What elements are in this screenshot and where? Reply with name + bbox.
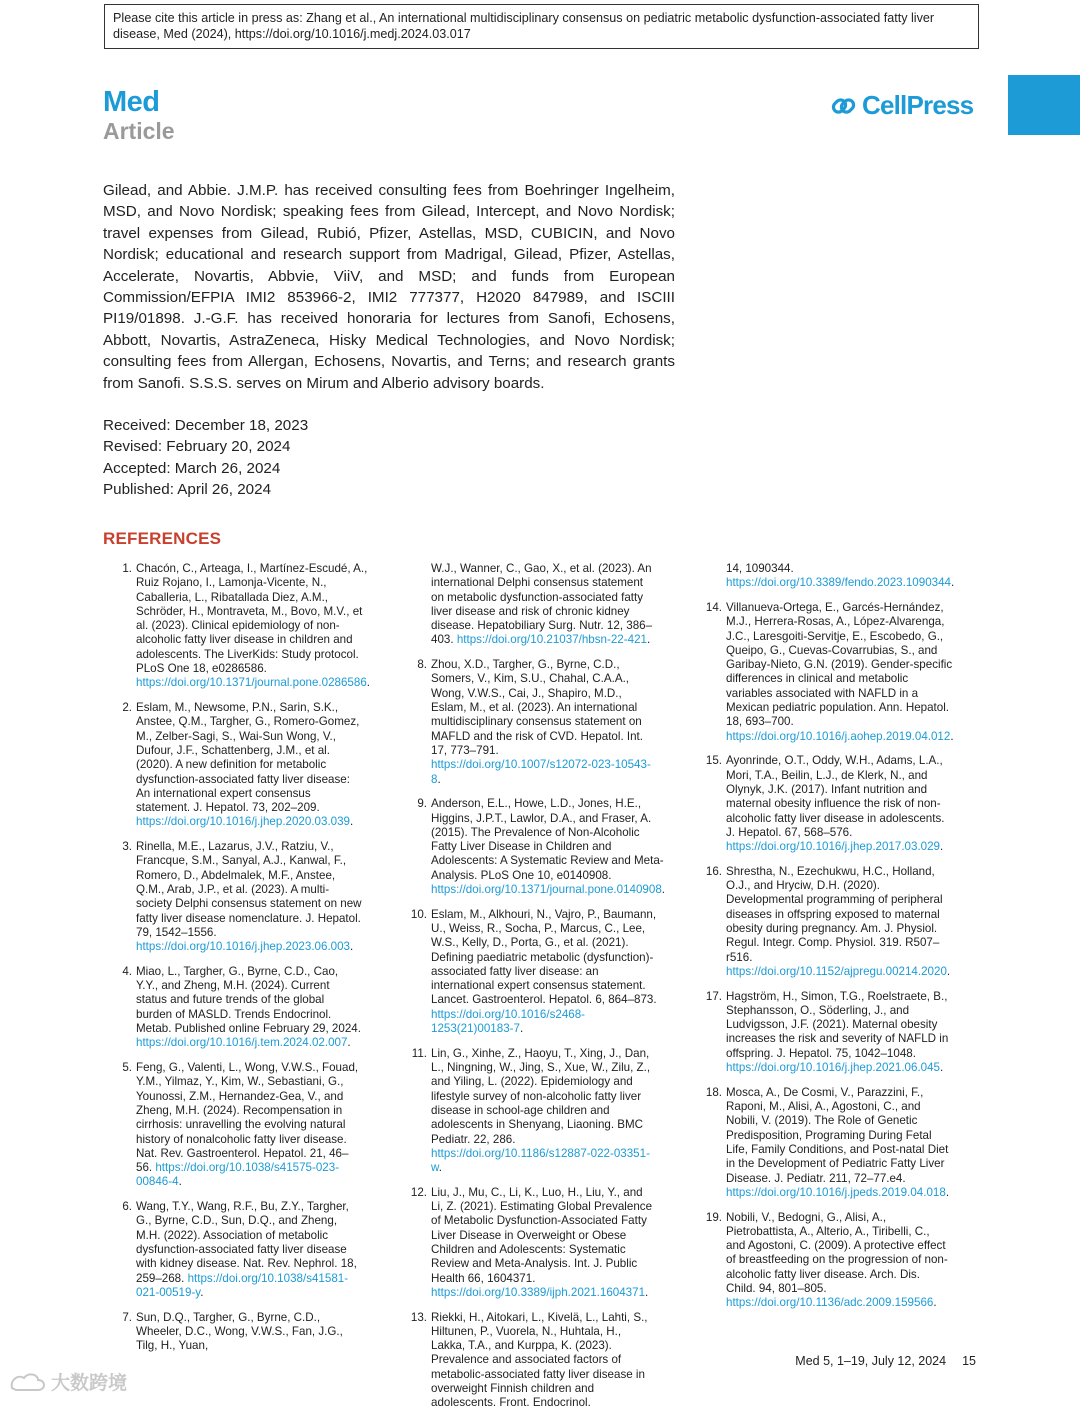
- reference-body: [726, 754, 952, 854]
- reference-text: Sun, D.Q., Targher, G., Byrne, C.D., Wheeler, D.C., Wong, V.W.S., Fan, J.G., Tilg, H., Yuan,: [136, 1310, 343, 1353]
- reference-body: [431, 562, 652, 646]
- reference-end-punctuation: .: [933, 1296, 937, 1310]
- reference-item: [110, 562, 371, 691]
- reference-text: Anderson, E.L., Howe, L.D., Jones, H.E., Higgins, J.P.T., Lawlor, D.A., and Fraser, A. (2015). The Prevalence of Non-Alcoholic Fatty Liver Disease in Children and Adolescents: A Systematic Review and Meta-Analysis. PLoS One 10, e0140908.: [431, 797, 664, 882]
- reference-number: 17.: [705, 989, 722, 1003]
- reference-doi-link[interactable]: https://doi.org/10.1016/j.jhep.2021.06.045: [726, 1061, 941, 1075]
- reference-doi-link[interactable]: https://doi.org/10.1007/s12072-023-10543-8: [431, 758, 651, 786]
- reference-body: [726, 562, 954, 589]
- reference-item: [405, 658, 657, 787]
- reference-body: [136, 1061, 362, 1190]
- date-received: Received: December 18, 2023: [103, 417, 309, 434]
- reference-end-punctuation: .: [950, 729, 954, 743]
- reference-end-punctuation: .: [661, 883, 666, 897]
- reference-item: [110, 1311, 362, 1354]
- reference-doi-link[interactable]: https://doi.org/10.1038/s41575-023-00846-4: [136, 1161, 340, 1189]
- reference-body: [726, 1086, 952, 1200]
- references-column-3: [700, 562, 955, 1321]
- reference-body: [431, 1047, 657, 1176]
- reference-item: [110, 840, 362, 954]
- reference-body: [431, 1186, 657, 1300]
- reference-number: 14.: [705, 600, 722, 614]
- reference-end-punctuation: .: [347, 1036, 351, 1050]
- reference-doi-link[interactable]: https://doi.org/10.1371/journal.pone.0140908: [431, 883, 662, 897]
- reference-doi-link[interactable]: https://doi.org/10.1016/j.jpeds.2019.04.018: [726, 1185, 946, 1199]
- reference-end-punctuation: .: [200, 1285, 204, 1299]
- reference-text: Hagström, H., Simon, T.G., Roelstraete, B., Stephansson, O., Söderling, J., and Ludvigsson, J.F. (2021). Maternal obesity increases the risk and severity of NAFLD in offspring. J. Hepatol. 75, 1042–1048.: [726, 989, 949, 1060]
- reference-body: [431, 797, 665, 897]
- journal-branding: [103, 88, 175, 143]
- reference-item: [700, 754, 952, 854]
- date-revised: Revised: February 20, 2024: [103, 438, 291, 456]
- reference-number: 7.: [122, 1310, 132, 1324]
- reference-doi-link[interactable]: https://doi.org/10.1038/s41581-021-00519-y: [136, 1271, 349, 1299]
- reference-item: [405, 562, 657, 648]
- references-column-2: [405, 562, 666, 1421]
- reference-item: [110, 1200, 362, 1300]
- reference-end-punctuation: .: [438, 1161, 442, 1175]
- reference-number: 4.: [122, 964, 132, 978]
- reference-item: [405, 1047, 657, 1176]
- reference-doi-link[interactable]: https://doi.org/10.1136/adc.2009.159566: [726, 1296, 934, 1310]
- reference-item: [700, 990, 952, 1076]
- reference-body: [136, 1200, 362, 1300]
- reference-end-punctuation: .: [437, 772, 441, 786]
- reference-item: [700, 1211, 952, 1311]
- reference-item: [110, 701, 362, 830]
- reference-text: W.J., Wanner, C., Gao, X., et al. (2023). An international Delphi consensus statement on metabolic dysfunction-associated fatty liver disease and risk of chronic kidney disease. Hepatobiliary Surg. Nutr. 12, 386–403.: [431, 562, 653, 647]
- reference-item: [700, 601, 952, 744]
- reference-doi-link[interactable]: https://doi.org/10.3389/fendo.2023.1090344: [726, 576, 951, 590]
- reference-body: [136, 562, 370, 691]
- footer-journal-info: Med 5, 1–19, July 12, 2024: [795, 1354, 947, 1368]
- reference-body: [136, 701, 362, 830]
- reference-number: 8.: [417, 658, 427, 672]
- reference-number: 16.: [705, 864, 722, 878]
- reference-end-punctuation: .: [946, 964, 951, 978]
- reference-end-punctuation: .: [366, 676, 371, 690]
- reference-body: [431, 658, 657, 787]
- reference-number: 11.: [411, 1046, 427, 1060]
- date-accepted: Accepted: March 26, 2024: [103, 459, 281, 477]
- reference-text: Liu, J., Mu, C., Li, K., Luo, H., Liu, Y., and Li, Z. (2021). Estimating Global Prevalence of Metabolic Dysfunction-Associated Fatty Liver Disease in Overweight or Obese Children and Adolescents: Systematic Review and Meta-Analysis. Int. J. Public Health 66, 1604371.: [431, 1185, 653, 1285]
- reference-text: Eslam, M., Alkhouri, N., Vajro, P., Baumann, U., Weiss, R., Socha, P., Marcus, C., Lee, W.S., Kelly, D., Porta, G., et al. (2021). Defining paediatric metabolic (dysfunction)-associated fatty liver disease: an international expert consensus statement. Lancet. Gastroenterol. Hepatol. 6, 864–873.: [431, 907, 657, 1007]
- reference-item: [405, 908, 657, 1037]
- reference-doi-link[interactable]: https://doi.org/10.1016/j.aohep.2019.04.012: [726, 729, 951, 743]
- reference-number: 1.: [122, 562, 132, 575]
- reference-doi-link[interactable]: https://doi.org/10.21037/hbsn-22-421: [456, 633, 647, 647]
- reference-item: [700, 1086, 952, 1200]
- reference-body: [726, 990, 952, 1076]
- cellpress-logo-icon: [830, 92, 858, 120]
- reference-doi-link[interactable]: https://doi.org/10.1016/j.jhep.2020.03.039: [136, 815, 351, 829]
- article-type: Article: [103, 118, 175, 144]
- reference-item: [405, 1186, 657, 1300]
- reference-body: [726, 865, 952, 979]
- article-dates: [103, 415, 308, 501]
- reference-end-punctuation: .: [178, 1175, 182, 1189]
- reference-number: 3.: [122, 840, 132, 854]
- reference-text: Ayonrinde, O.T., Oddy, W.H., Adams, L.A., Mori, T.A., Beilin, L.J., de Klerk, N., and Olynyk, J.K. (2017). Infant nutrition and maternal obesity influence the risk of non-alcoholic fatty liver disease in adolescents. J. Hepatol. 67, 568–576.: [726, 754, 945, 839]
- reference-end-punctuation: .: [940, 840, 944, 854]
- reference-text: Shrestha, N., Ezechukwu, H.C., Holland, O.J., and Hryciw, D.H. (2020). Developmental programming of peripheral diseases in offspring exposed to maternal obesity during pregnancy. Am. J. Physiol. Regul. Integr. Comp. Physiol. 319. R507–r516.: [726, 864, 943, 964]
- reference-doi-link[interactable]: https://doi.org/10.1016/s2468-1253(21)00183-7: [431, 1007, 586, 1036]
- reference-end-punctuation: .: [940, 1061, 944, 1075]
- reference-text: Feng, G., Valenti, L., Wong, V.W.S., Fouad, Y.M., Yilmaz, Y., Kim, W., Sebastiani, G., Younossi, Z.M., Hernandez-Gea, V., and Zheng, M.H. (2024). Recompensation in cirrhosis: unravelling the evolving natural history of nonalcoholic fatty liver disease. Nat. Rev. Gastroenterol. Hepatol. 21, 46–56.: [136, 1061, 359, 1175]
- reference-number: 6.: [122, 1200, 132, 1214]
- reference-body: [136, 1311, 362, 1354]
- reference-text: Riekki, H., Aitokari, L., Kivelä, L., Lahti, S., Hiltunen, P., Vuorela, N., Huhtala, H., Lakka, T.A., and Kurppa, K. (2023). Prevalence and associated factors of metabolic-associated fatty liver disease in overweight Finnish children and adolescents. Front. Endocrinol.: [431, 1310, 648, 1410]
- reference-body: [726, 1211, 952, 1311]
- page-number: 15: [962, 1354, 976, 1368]
- reference-text: Wang, T.Y., Wang, R.F., Bu, Z.Y., Targher, G., Byrne, C.D., Sun, D.Q., and Zheng, M.H. (2022). Association of metabolic dysfunction-associated fatty liver disease with kidney disease. Nat. Rev. Nephrol. 18, 259–268.: [136, 1200, 357, 1285]
- reference-doi-link[interactable]: https://doi.org/10.3389/ijph.2021.1604371: [431, 1285, 646, 1299]
- reference-body: [431, 908, 657, 1037]
- reference-item: [405, 1311, 657, 1411]
- section-tab: [1008, 75, 1080, 135]
- reference-text: Eslam, M., Newsome, P.N., Sarin, S.K., Anstee, Q.M., Targher, G., Romero-Gomez, M., Zelber-Sagi, S., Wai-Sun Wong, V., Dufour, J.F., Schattenberg, J.M., et al. (2020). A new definition for metabolic dysfunction-associated fatty liver disease: An international expert consensus statement. J. Hepatol. 73, 202–209.: [136, 701, 360, 815]
- date-published: Published: April 26, 2024: [103, 481, 272, 499]
- watermark-text: 大数跨境: [51, 1373, 128, 1394]
- reference-doi-link[interactable]: https://doi.org/10.1371/journal.pone.0286586: [136, 676, 367, 690]
- reference-text: Villanueva-Ortega, E., Garcés-Hernández, M.J., Herrera-Rosas, A., López-Alvarenga, J.C., Laresgoiti-Servitje, E., Escobedo, G., Queipo, G., Cuevas-Covarrubias, S., and Garibay-Nieto, G.N. (2019). Gender-specific differences in clinical and metabolic variables associated with NAFLD in a Mexican pediatric population. Ann. Hepatol. 18, 693–700.: [726, 600, 953, 729]
- reference-body: [136, 840, 362, 954]
- reference-body: [431, 1311, 657, 1411]
- reference-text: Miao, L., Targher, G., Byrne, C.D., Cao, Y.Y., and Zheng, M.H. (2024). Current status and future trends of the global burden of MASLD. Trends Endocrinol. Metab. Published online February 29, 2024.: [136, 964, 361, 1036]
- references-column-1: [110, 562, 371, 1364]
- reference-item: [700, 562, 955, 591]
- disclosure-paragraph: Gilead, and Abbie. J.M.P. has received consulting fees from Boehringer Ingelheim, MSD, and Novo Nordisk; speaking fees from Gilead, Intercept, and Novo Nordisk; travel expenses from Gilead, Rubió, Pfizer, Astellas, MSD, CUBICIN, and Novo Nordisk; educational and research support from Madrigal, Gilead, Pfizer, Astellas, Accelerate, Novartis, Abbvie, ViiV, and MSD; and funds from European Commission/EFPIA IMI2 853966-2, IMI2 777377, H2020 847989, and ISCIII PI19/01898. J.-G.F. has received honoraria for lectures from Sanofi, Echosens, Abbott, Novartis, AstraZeneca, Hisky Medical Technologies, and Novo Nordisk; consulting fees from Allergan, Echosens, Novartis, and Terns; and research grants from Sanofi. S.S.S. serves on Mirum and Alberio advisory boards.: [103, 182, 675, 392]
- journal-name: Med: [103, 86, 160, 118]
- reference-end-punctuation: .: [646, 633, 651, 647]
- reference-text: 14, 1090344.: [726, 562, 794, 575]
- references-heading: REFERENCES: [103, 529, 222, 548]
- reference-number: 9.: [417, 797, 427, 811]
- reference-number: 15.: [705, 754, 722, 768]
- reference-doi-link[interactable]: https://doi.org/10.1186/s12887-022-03351-w: [431, 1146, 650, 1175]
- reference-number: 2.: [122, 701, 132, 715]
- reference-number: 10.: [410, 907, 427, 921]
- reference-end-punctuation: .: [350, 815, 354, 829]
- publisher-name: CellPress: [862, 90, 974, 120]
- reference-text: Rinella, M.E., Lazarus, J.V., Ratziu, V., Francque, S.M., Sanyal, A.J., Kanwal, F., Romero, D., Abdelmalek, M.F., Anstee, Q.M., Arab, J.P., et al. (2023). A multi-society Delphi consensus statement on new fatty liver disease nomenclature. J. Hepatol. 79, 1542–1556.: [136, 840, 362, 939]
- reference-body: [726, 601, 954, 744]
- reference-end-punctuation: .: [945, 1185, 950, 1199]
- reference-text: Lin, G., Xinhe, Z., Haoyu, T., Xing, J., Dan, L., Ningning, W., Jing, S., Xue, W., Zilu, Z., and Yiling, L. (2022). Epidemiology and lifestyle survey of non-alcoholic fatty liver disease in school-age children and adolescents in Shenyang, Liaoning. BMC Pediatr. 22, 286.: [431, 1046, 651, 1146]
- watermark: [8, 1368, 127, 1395]
- citation-notice: Please cite this article in press as: Zhang et al., An international multidisciplinary consensus on pediatric metabolic dysfunction-associated fatty liver disease, Med (2024), https://doi.org/10.1016/j.medj.2024.03.017: [104, 4, 979, 49]
- reference-end-punctuation: .: [645, 1285, 649, 1299]
- publisher-logo: [830, 90, 973, 121]
- reference-end-punctuation: .: [350, 940, 354, 954]
- reference-item: [700, 865, 952, 979]
- reference-text: Chacón, C., Arteaga, I., Martínez-Escudé, A., Ruiz Rojano, I., Lamonja-Vicente, N., Caballeria, L., Ribatallada Diez, A.M., Schröder, H., Montraveta, M., Bovo, M.V., et al. (2023). Clinical epidemiology of non-alcoholic fatty liver disease in children and adolescents. The LiverKids: Study protocol. PLoS One 18, e0286586.: [136, 562, 368, 676]
- reference-end-punctuation: .: [519, 1022, 524, 1036]
- reference-item: [405, 797, 666, 897]
- reference-text: Zhou, X.D., Targher, G., Byrne, C.D., Somers, V., Kim, S.U., Chahal, C.A.A., Wong, V.W.S., Cai, J., Shapiro, M.D., Eslam, M., et al. (2023). An international multidisciplinary consensus statement on MAFLD and the risk of CVD. Hepatol. Int. 17, 773–791.: [431, 658, 643, 757]
- reference-text: Nobili, V., Bedogni, G., Alisi, A., Pietrobattista, A., Alterio, A., Tiribelli, C., and Agostoni, C. (2009). A protective effect of breastfeeding on the progression of non-alcoholic fatty liver disease. Arch. Dis. Child. 94, 801–805.: [726, 1210, 948, 1295]
- reference-doi-link[interactable]: https://doi.org/10.1016/j.tem.2024.02.007: [136, 1036, 348, 1050]
- reference-number: 13.: [410, 1310, 427, 1324]
- reference-item: [110, 1061, 362, 1190]
- reference-number: 12.: [410, 1185, 427, 1199]
- reference-text: Mosca, A., De Cosmi, V., Parazzini, F., Raponi, M., Alisi, A., Agostoni, C., and Nobili, V. (2019). The Role of Genetic Predisposition, Programing During Fetal Life, Family Conditions, and Post-natal Diet in the Development of Pediatric Fatty Liver Disease. J. Pediatr. 211, 72–77.e4.: [726, 1085, 949, 1185]
- reference-number: 18.: [705, 1085, 722, 1099]
- page-footer: [795, 1354, 976, 1368]
- reference-body: [136, 965, 362, 1051]
- reference-number: 19.: [705, 1210, 722, 1224]
- reference-end-punctuation: .: [950, 576, 955, 590]
- watermark-logo-icon: [8, 1370, 48, 1394]
- reference-doi-link[interactable]: https://doi.org/10.1016/j.jhep.2017.03.029: [726, 840, 941, 854]
- reference-number: 5.: [122, 1061, 132, 1075]
- reference-doi-link[interactable]: https://doi.org/10.1016/j.jhep.2023.06.003: [136, 940, 351, 954]
- reference-item: [110, 965, 362, 1051]
- reference-doi-link[interactable]: https://doi.org/10.1152/ajpregu.00214.2020: [726, 964, 947, 978]
